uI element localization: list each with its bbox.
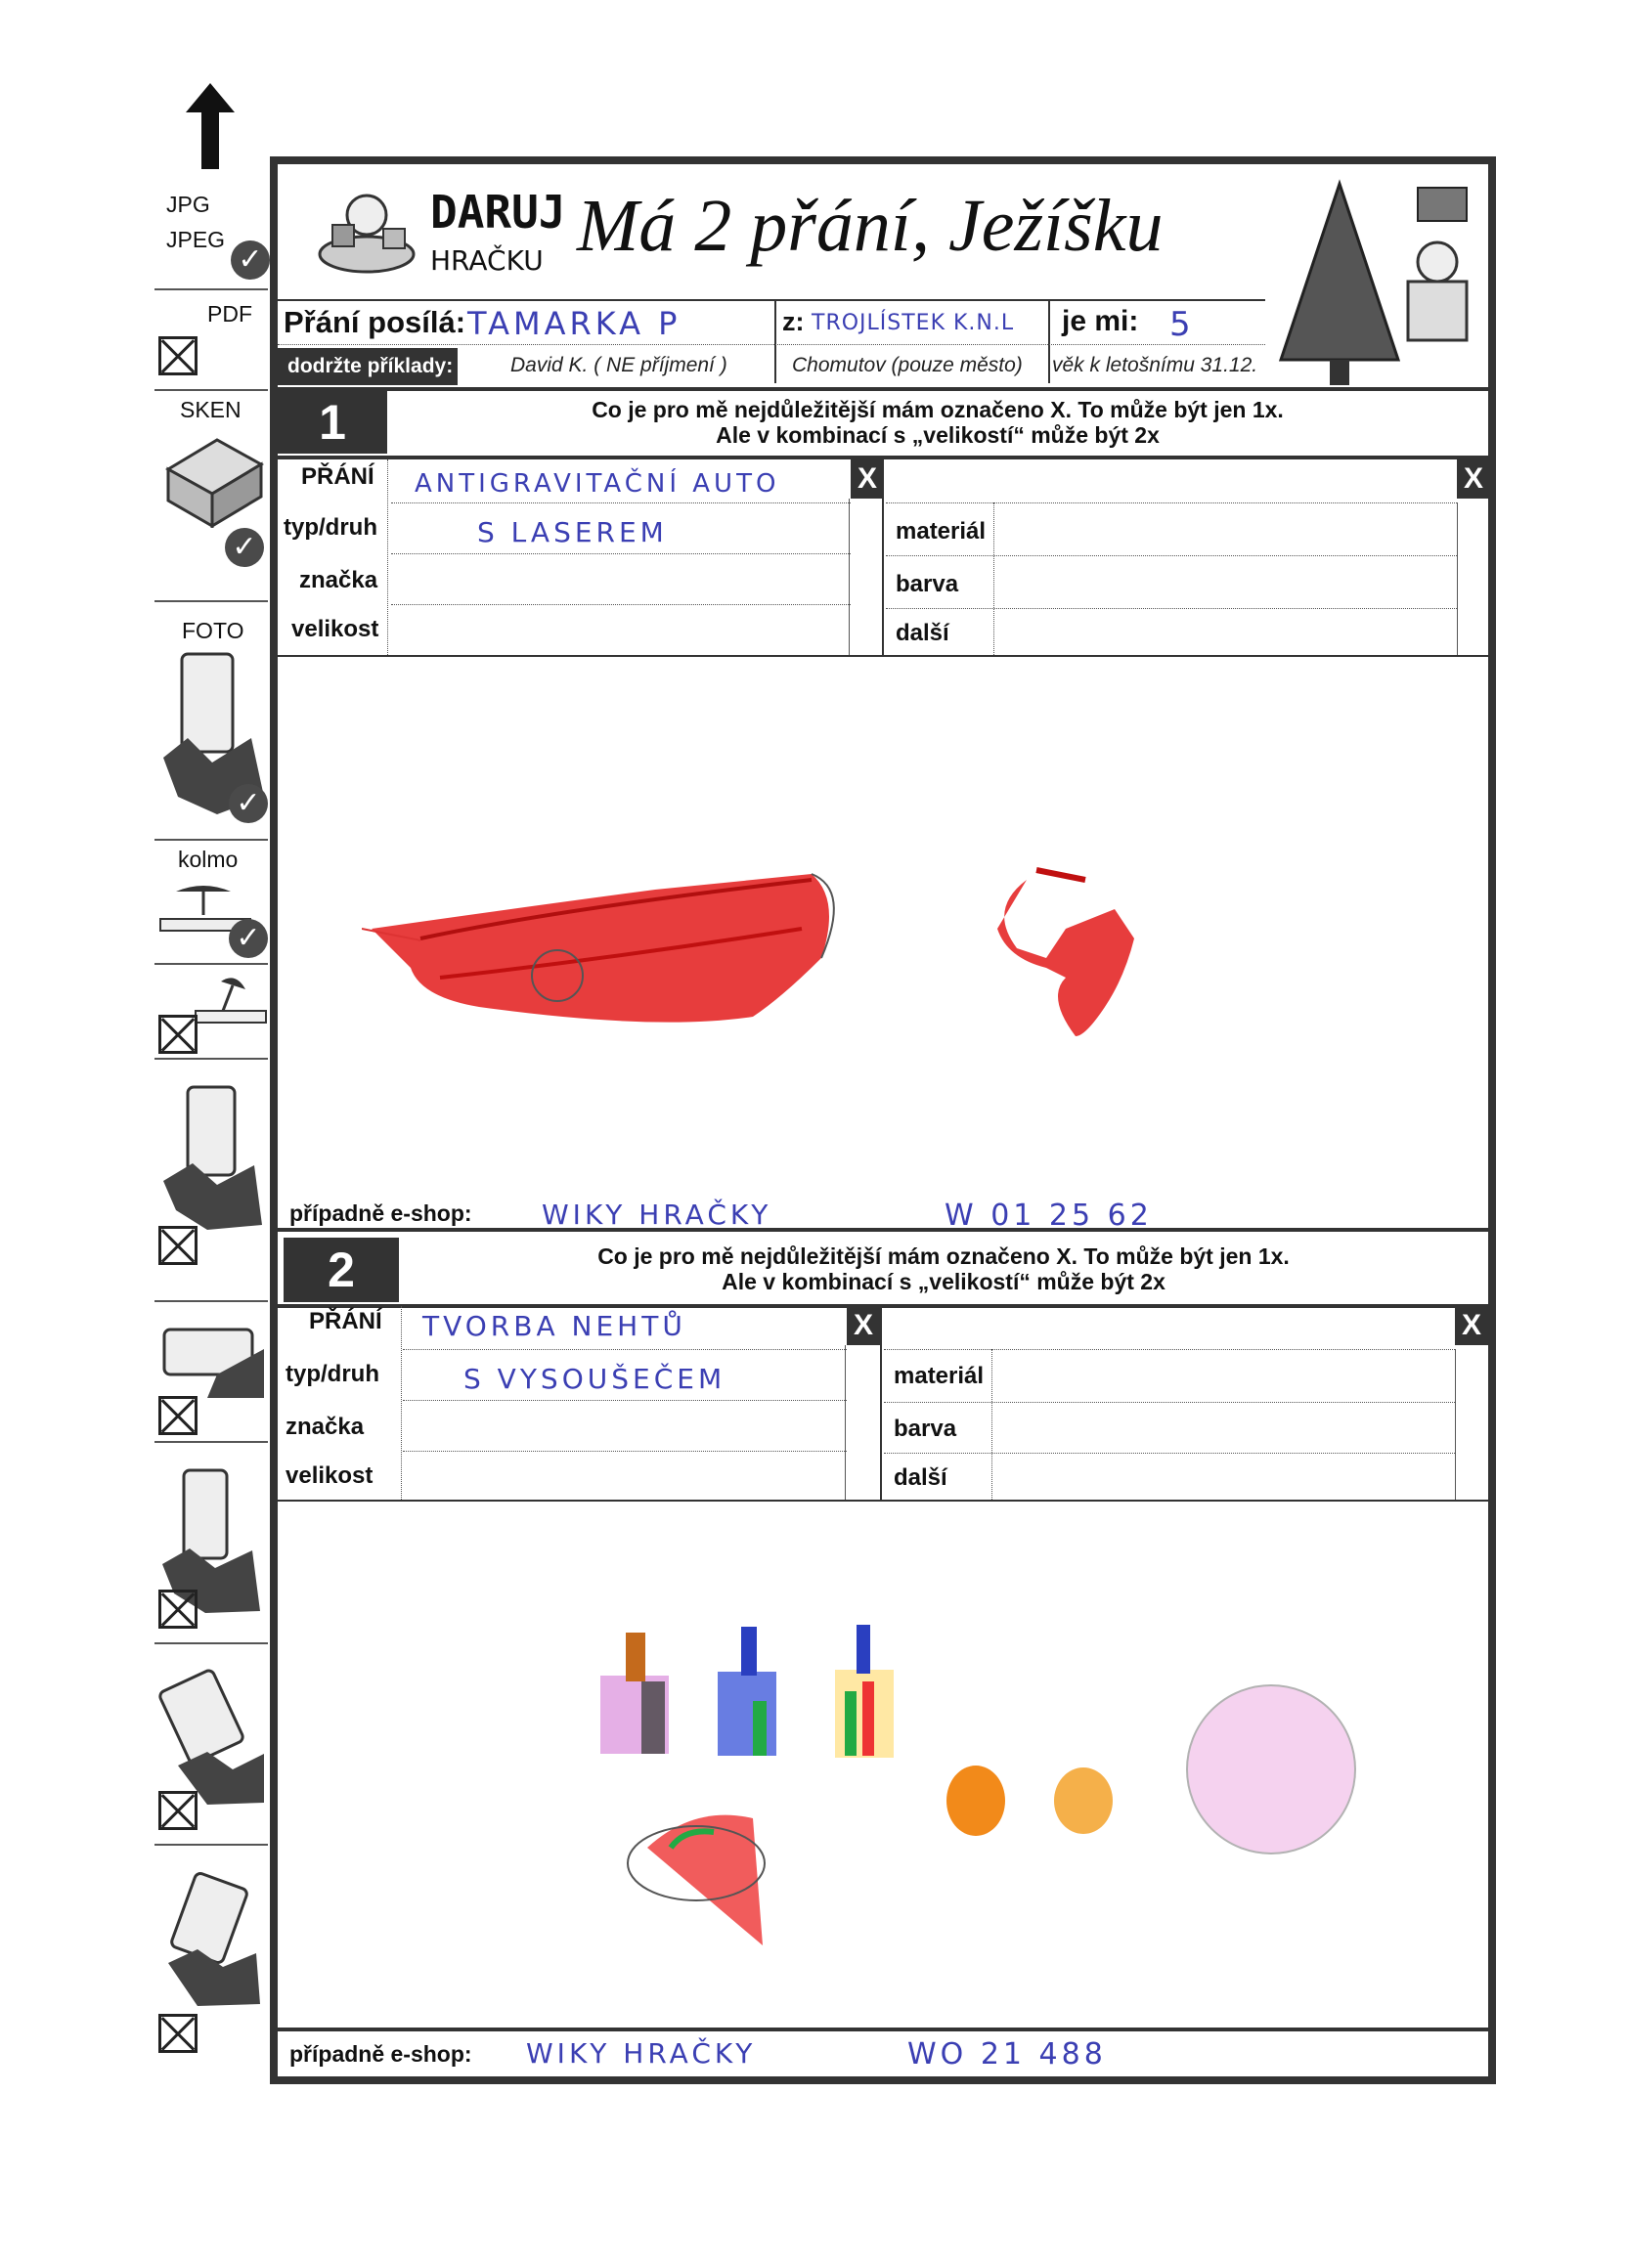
phone-hand-icon xyxy=(158,1668,266,1805)
type-value: S VYSOUŠEČEM xyxy=(463,1363,726,1395)
color-label: barva xyxy=(894,1416,957,1442)
check-icon: ✓ xyxy=(229,919,268,958)
crossed-box-icon xyxy=(158,2014,198,2053)
wish-value: ANTIGRAVITAČNÍ AUTO xyxy=(415,469,780,499)
crossed-box-icon xyxy=(158,1590,198,1629)
wish-label: PŘÁNÍ xyxy=(309,1308,382,1334)
example-age: věk k letošnímu 31.12. xyxy=(1052,354,1258,376)
label-perpendicular: kolmo xyxy=(178,847,239,872)
sender-value: TAMARKA P xyxy=(467,305,682,342)
from-label: z: xyxy=(782,307,805,336)
label-photo: FOTO xyxy=(182,618,244,643)
crossed-box-icon xyxy=(158,1791,198,1830)
age-value: 5 xyxy=(1169,305,1195,344)
label-jpeg: JPEG xyxy=(166,227,226,252)
age-label: je mi: xyxy=(1062,305,1139,337)
from-value: TROJLÍSTEK K.N.L xyxy=(812,311,1015,335)
example-city: Chomutov (pouze město) xyxy=(792,354,1023,376)
size-label: velikost xyxy=(286,1462,374,1489)
instruction-line-1: Co je pro mě nejdůležitější mám označeno X. To může být jen 1x. xyxy=(597,1243,1290,1269)
label-scan: SKEN xyxy=(180,397,242,422)
eshop-value: WIKY HRAČKY xyxy=(542,1199,772,1231)
material-label: materiál xyxy=(894,1363,985,1389)
type-label: typ/druh xyxy=(286,1361,379,1387)
x-mark: X xyxy=(851,459,884,499)
crossed-box-icon xyxy=(158,1396,198,1435)
wish-value: TVORBA NEHTŮ xyxy=(422,1310,686,1342)
phone-hand-icon xyxy=(158,1310,266,1398)
eshop-label: případně e-shop: xyxy=(289,1200,472,1226)
wish-number: 1 xyxy=(278,391,387,454)
x-mark: X xyxy=(1455,1306,1488,1345)
eshop-label: případně e-shop: xyxy=(289,2041,472,2067)
christmas-tree-icon xyxy=(1271,174,1486,389)
daruj-hracku-logo-icon xyxy=(313,176,420,284)
check-icon: ✓ xyxy=(231,240,270,280)
instruction-line-2: Ale v kombinací s „velikostí“ může být 2x xyxy=(722,1269,1165,1294)
sender-label: Přání posílá: xyxy=(284,305,466,339)
wish-number: 2 xyxy=(284,1238,399,1302)
up-arrow-icon xyxy=(186,83,235,171)
label-jpg: JPG xyxy=(166,192,210,217)
example-name: David K. ( NE příjmení ) xyxy=(510,354,727,376)
material-label: materiál xyxy=(896,518,987,545)
color-label: barva xyxy=(896,571,959,597)
size-label: velikost xyxy=(291,616,379,642)
instruction-line-1: Co je pro mě nejdůležitější mám označeno X. To může být jen 1x. xyxy=(592,397,1284,422)
label-pdf: PDF xyxy=(207,301,252,327)
type-label: typ/druh xyxy=(284,514,377,541)
check-icon: ✓ xyxy=(225,528,264,567)
examples-label: dodržte příklady: xyxy=(278,348,458,385)
brand-label: značka xyxy=(299,567,378,593)
logo-text-bottom: HRAČKU xyxy=(430,244,544,277)
crossed-box-icon xyxy=(158,1015,198,1054)
check-icon: ✓ xyxy=(229,784,268,823)
child-drawing-nail-kit xyxy=(587,1623,1369,1955)
wish-label: PŘÁNÍ xyxy=(301,463,374,490)
page-title: Má 2 přání, Ježíšku xyxy=(577,185,1164,267)
instruction-line-2: Ale v kombinací s „velikostí“ může být 2x xyxy=(716,422,1160,448)
x-mark: X xyxy=(847,1306,880,1345)
crossed-box-icon xyxy=(158,1226,198,1265)
type-value: S LASEREM xyxy=(477,516,668,548)
other-label: další xyxy=(894,1464,947,1491)
tilted-camera-icon xyxy=(192,972,270,1030)
product-code: W 01 25 62 xyxy=(945,1199,1153,1233)
scanner-icon xyxy=(158,430,266,528)
eshop-value: WIKY HRAČKY xyxy=(526,2037,757,2070)
child-drawing-antigravity-car xyxy=(362,850,1222,1066)
logo-text-top: DARUJ xyxy=(430,186,566,239)
phone-hand-icon xyxy=(158,1869,266,2006)
other-label: další xyxy=(896,620,949,646)
x-mark: X xyxy=(1457,459,1490,499)
phone-hand-icon xyxy=(158,1083,266,1230)
brand-label: značka xyxy=(286,1414,365,1440)
crossed-box-icon xyxy=(158,336,198,375)
product-code: WO 21 488 xyxy=(907,2037,1107,2072)
